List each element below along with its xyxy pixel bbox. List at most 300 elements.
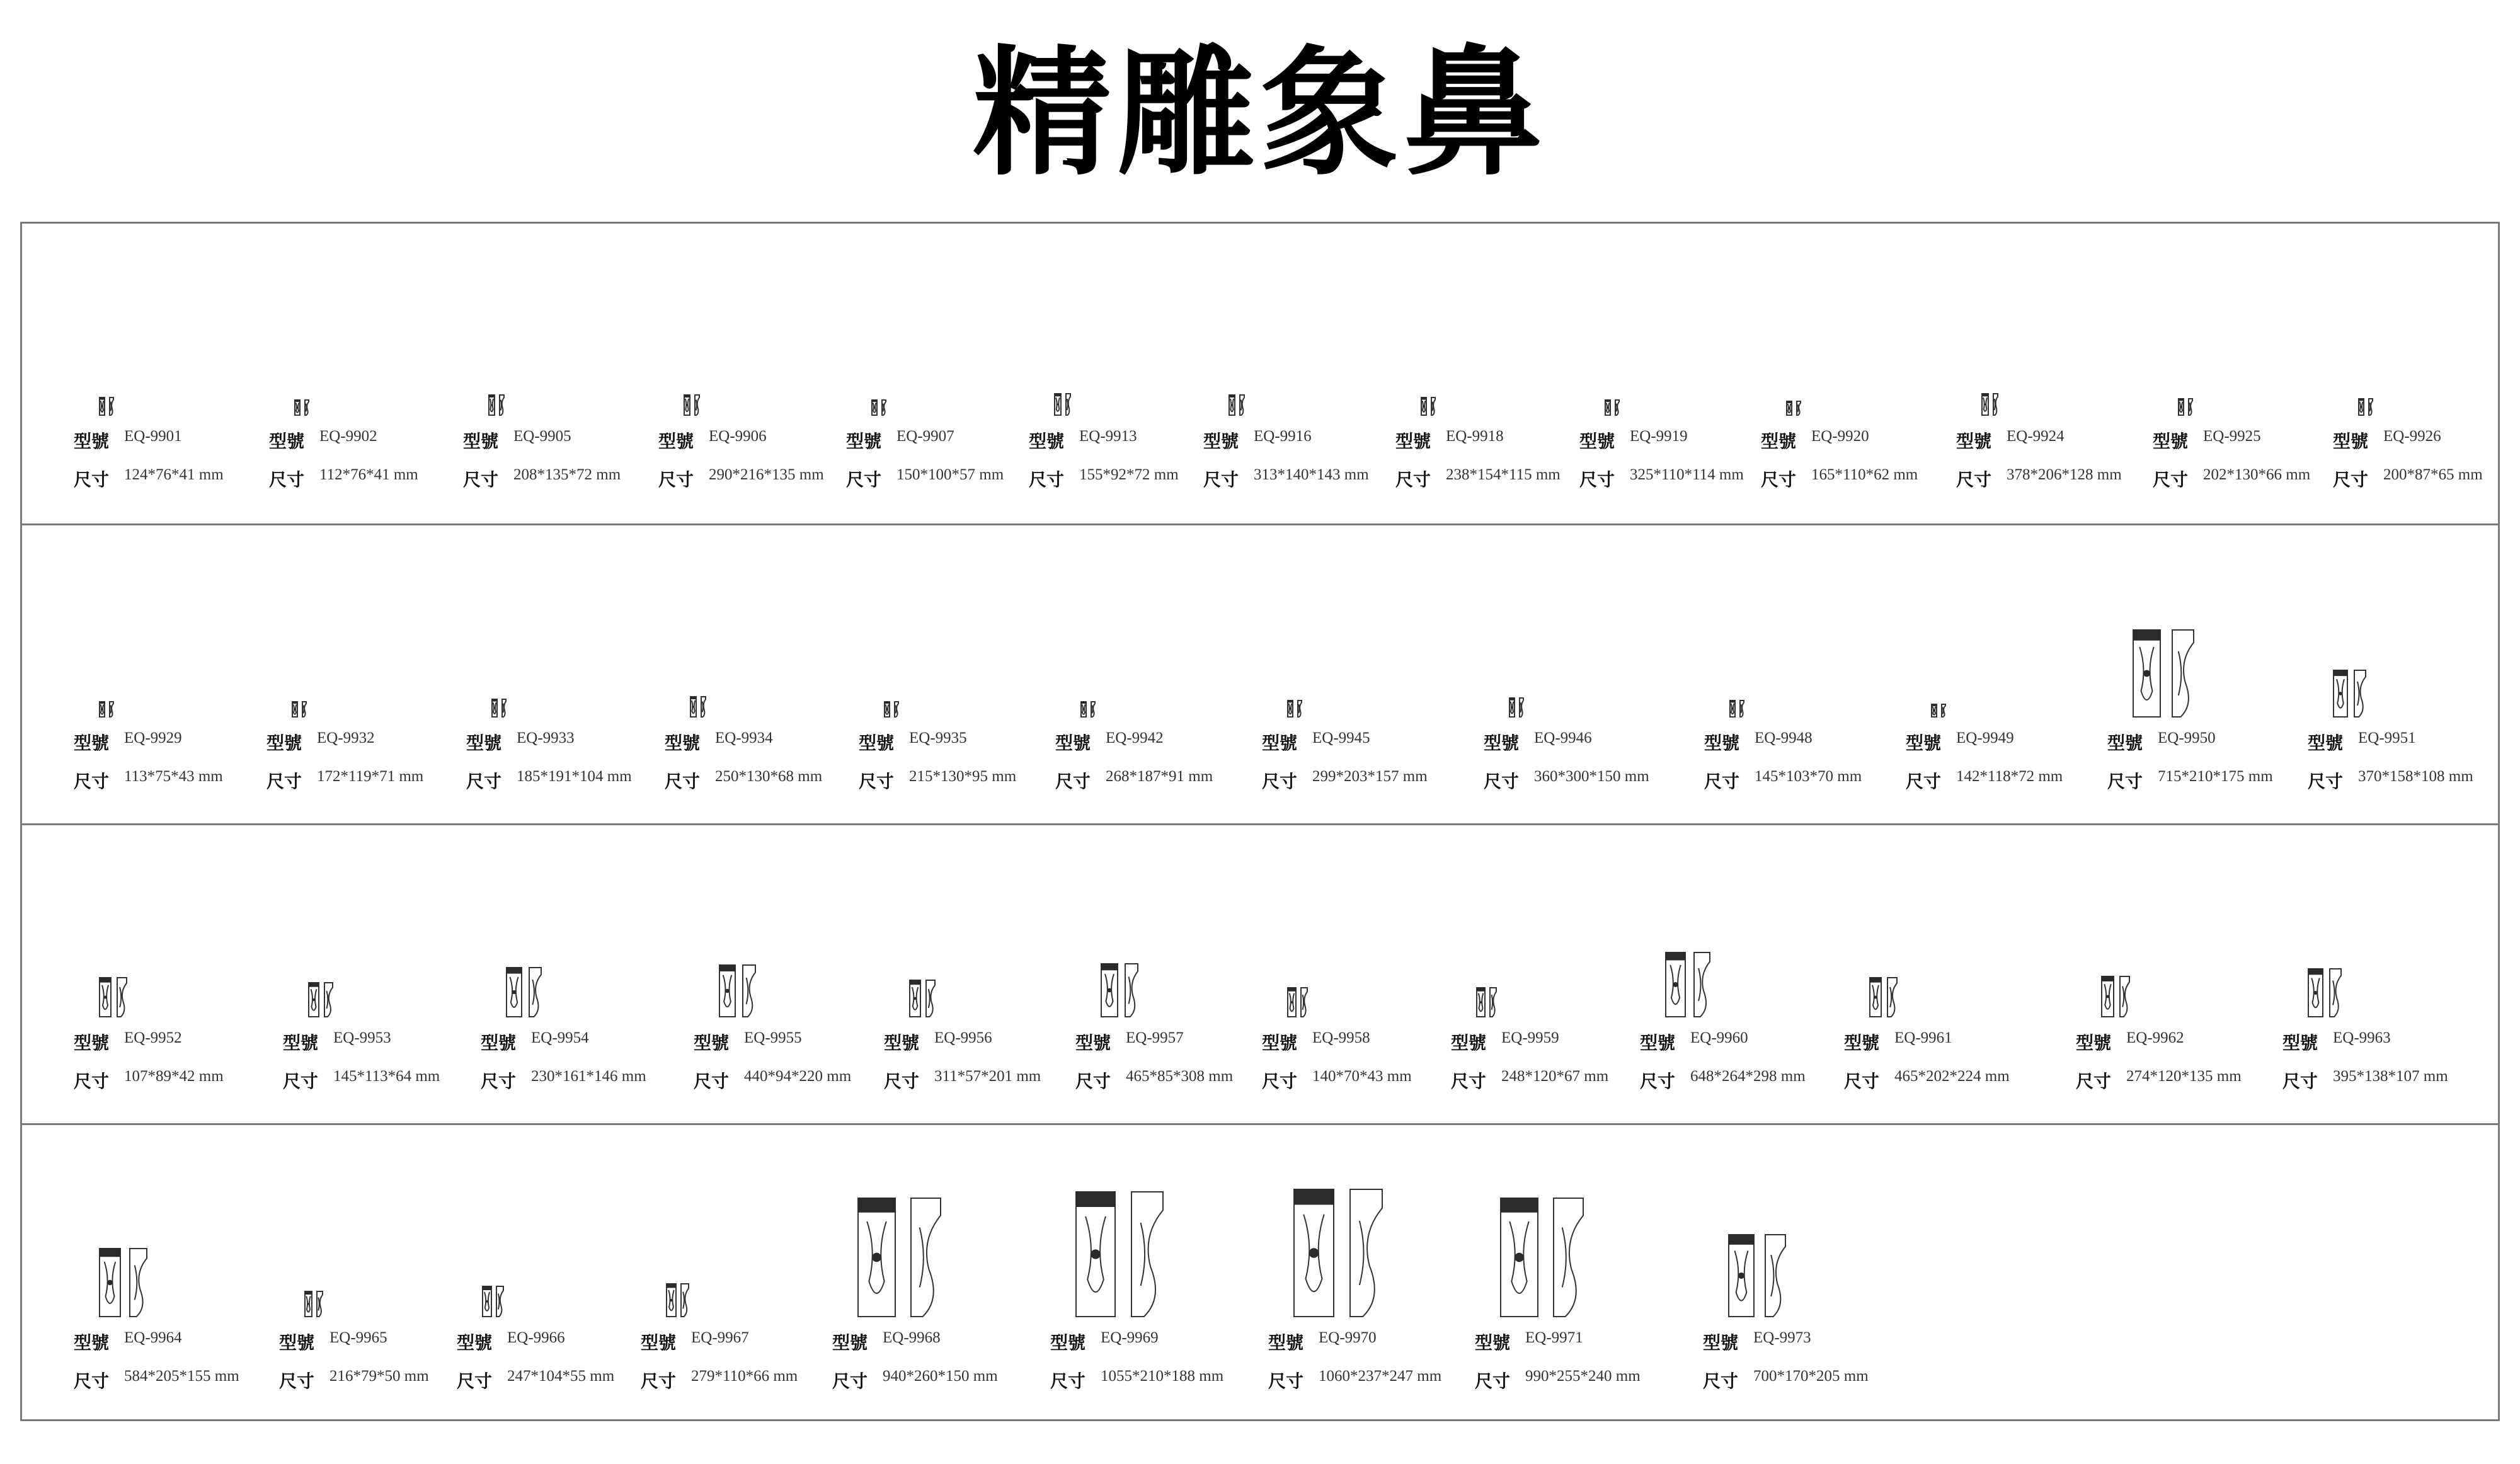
model-label: 型號 <box>846 431 882 452</box>
size-label: 尺寸 <box>481 1071 517 1092</box>
size-value: 395*138*107 mm <box>2333 1068 2448 1085</box>
model-number: EQ-9960 <box>1690 1029 1748 1046</box>
model-label: 型號 <box>1451 1032 1487 1053</box>
size-label: 尺寸 <box>2333 469 2369 490</box>
size-value: 142*118*72 mm <box>1956 768 2063 785</box>
size-label: 尺寸 <box>1956 469 1992 490</box>
model-label: 型號 <box>1262 733 1298 753</box>
corbel-drawing <box>99 701 114 718</box>
size-label: 尺寸 <box>694 1071 730 1092</box>
corbel-drawing <box>294 399 309 416</box>
corbel-front-view <box>1101 963 1118 1017</box>
catalog-item <box>74 318 263 507</box>
catalog-item <box>2076 920 2265 1109</box>
corbel-front-view <box>1293 1189 1334 1317</box>
model-label: 型號 <box>74 733 110 753</box>
corbel-front-view <box>1869 977 1882 1017</box>
catalog-sheet <box>20 222 2500 1421</box>
catalog-row-1 <box>22 224 2498 523</box>
size-value: 238*154*115 mm <box>1446 466 1561 483</box>
catalog-item <box>1451 920 1640 1109</box>
corbel-drawing <box>1500 1198 1584 1317</box>
size-value: 648*264*298 mm <box>1690 1068 1806 1085</box>
page-title: 精雕象鼻 <box>972 33 1547 194</box>
size-label: 尺寸 <box>859 771 895 792</box>
model-label: 型號 <box>457 1332 493 1353</box>
catalog-item <box>1704 620 1893 809</box>
size-label: 尺寸 <box>1640 1071 1676 1092</box>
size-label: 尺寸 <box>1906 771 1942 792</box>
corbel-front-view <box>1500 1198 1538 1317</box>
model-number: EQ-9924 <box>2007 428 2065 445</box>
size-value: 440*94*220 mm <box>744 1068 852 1085</box>
corbel-drawing <box>857 1198 941 1317</box>
model-number: EQ-9956 <box>934 1029 992 1046</box>
model-number: EQ-9951 <box>2358 729 2416 746</box>
corbel-side-view <box>1887 977 1898 1017</box>
model-number: EQ-9907 <box>896 428 954 445</box>
size-label: 尺寸 <box>1395 469 1431 490</box>
size-label: 尺寸 <box>1075 1071 1111 1092</box>
model-number: EQ-9969 <box>1101 1329 1159 1346</box>
model-number: EQ-9973 <box>1753 1329 1811 1346</box>
size-value: 584*205*155 mm <box>124 1368 239 1385</box>
size-value: 155*92*72 mm <box>1079 466 1179 483</box>
corbel-front-view <box>1476 987 1486 1017</box>
corbel-drawing <box>1293 1189 1383 1317</box>
corbel-front-view <box>2308 968 2323 1017</box>
model-number: EQ-9901 <box>124 428 182 445</box>
size-value: 325*110*114 mm <box>1630 466 1744 483</box>
corbel-side-view <box>1693 952 1710 1017</box>
size-label: 尺寸 <box>658 469 694 490</box>
catalog-item <box>2333 318 2520 507</box>
catalog-item <box>884 920 1073 1109</box>
catalog-item <box>1484 620 1673 809</box>
catalog-item <box>846 318 1035 507</box>
model-number: EQ-9962 <box>2126 1029 2184 1046</box>
corbel-drawing <box>1080 701 1096 718</box>
size-value: 279*110*66 mm <box>691 1368 798 1385</box>
corbel-side-view <box>129 1248 147 1317</box>
corbel-front-view <box>1075 1191 1116 1317</box>
size-value: 1060*237*247 mm <box>1319 1368 1442 1385</box>
size-label: 尺寸 <box>457 1371 493 1392</box>
corbel-front-view <box>2101 976 2114 1017</box>
size-value: 370*158*108 mm <box>2358 768 2473 785</box>
corbel-drawing <box>1981 393 1998 416</box>
model-label: 型號 <box>1268 1332 1304 1353</box>
corbel-side-view <box>680 1283 689 1317</box>
catalog-item <box>74 920 263 1109</box>
corbel-front-view <box>99 977 112 1017</box>
corbel-drawing <box>1509 697 1524 718</box>
corbel-side-view <box>529 967 542 1017</box>
corbel-drawing <box>1605 399 1620 416</box>
corbel-front-view <box>857 1198 896 1317</box>
catalog-item <box>1262 620 1451 809</box>
corbel-front-view <box>1509 697 1515 718</box>
corbel-drawing <box>308 982 333 1017</box>
size-label: 尺寸 <box>1761 469 1797 490</box>
corbel-drawing <box>1729 700 1744 718</box>
size-label: 尺寸 <box>884 1071 920 1092</box>
corbel-front-view <box>1080 701 1087 718</box>
size-label: 尺寸 <box>283 1071 319 1092</box>
size-value: 145*113*64 mm <box>333 1068 440 1085</box>
corbel-front-view <box>294 399 301 416</box>
model-label: 型號 <box>1844 1032 1880 1053</box>
corbel-drawing <box>1931 704 1946 718</box>
corbel-side-view <box>324 982 333 1017</box>
corbel-drawing <box>482 1286 504 1317</box>
corbel-front-view <box>684 394 690 416</box>
model-label: 型號 <box>859 733 895 753</box>
catalog-item <box>457 1220 646 1409</box>
model-label: 型號 <box>74 431 110 452</box>
size-label: 尺寸 <box>2153 469 2189 490</box>
catalog-item <box>279 1220 468 1409</box>
size-label: 尺寸 <box>1268 1371 1304 1392</box>
size-value: 140*70*43 mm <box>1312 1068 1412 1085</box>
catalog-item <box>1906 620 2095 809</box>
corbel-front-view <box>2133 629 2161 718</box>
size-label: 尺寸 <box>466 771 502 792</box>
corbel-drawing <box>2333 670 2366 718</box>
catalog-item <box>1203 318 1392 507</box>
model-number: EQ-9902 <box>319 428 377 445</box>
corbel-drawing <box>1869 977 1898 1017</box>
size-label: 尺寸 <box>2076 1071 2112 1092</box>
corbel-front-view <box>1605 399 1611 416</box>
size-label: 尺寸 <box>1262 1071 1298 1092</box>
corbel-drawing <box>1421 397 1436 416</box>
catalog-item <box>2282 920 2471 1109</box>
catalog-item <box>832 1220 1021 1409</box>
model-label: 型號 <box>658 431 694 452</box>
corbel-side-view <box>1765 1234 1786 1317</box>
size-label: 尺寸 <box>1451 1071 1487 1092</box>
size-value: 940*260*150 mm <box>883 1368 998 1385</box>
corbel-drawing <box>1101 963 1138 1017</box>
model-label: 型號 <box>2107 733 2143 753</box>
corbel-front-view <box>909 980 921 1017</box>
corbel-front-view <box>884 701 890 718</box>
catalog-item <box>1844 920 2033 1109</box>
model-label: 型號 <box>463 431 499 452</box>
model-label: 型號 <box>279 1332 315 1353</box>
size-label: 尺寸 <box>1475 1371 1511 1392</box>
model-number: EQ-9953 <box>333 1029 391 1046</box>
corbel-side-view <box>2119 976 2130 1017</box>
size-label: 尺寸 <box>1029 469 1065 490</box>
corbel-side-view <box>496 1286 504 1317</box>
size-label: 尺寸 <box>269 469 305 490</box>
size-value: 290*216*135 mm <box>709 466 824 483</box>
corbel-drawing <box>1476 987 1497 1017</box>
size-label: 尺寸 <box>279 1371 315 1392</box>
corbel-side-view <box>302 701 307 718</box>
model-label: 型號 <box>665 733 701 753</box>
size-value: 113*75*43 mm <box>124 768 223 785</box>
catalog-item <box>2308 620 2497 809</box>
corbel-drawing <box>99 1248 147 1317</box>
model-number: EQ-9926 <box>2383 428 2441 445</box>
size-value: 311*57*201 mm <box>934 1068 1041 1085</box>
size-label: 尺寸 <box>1704 771 1740 792</box>
size-label: 尺寸 <box>74 469 110 490</box>
corbel-side-view <box>1091 701 1096 718</box>
corbel-drawing <box>1786 401 1801 416</box>
catalog-row-2 <box>22 523 2498 823</box>
model-number: EQ-9970 <box>1319 1329 1377 1346</box>
catalog-item <box>74 1220 263 1409</box>
size-value: 274*120*135 mm <box>2126 1068 2242 1085</box>
size-value: 150*100*57 mm <box>896 466 1004 483</box>
model-number: EQ-9933 <box>517 729 575 746</box>
size-label: 尺寸 <box>266 771 302 792</box>
catalog-item <box>1761 318 1950 507</box>
model-label: 型號 <box>1484 733 1520 753</box>
size-value: 378*206*128 mm <box>2007 466 2122 483</box>
corbel-front-view <box>666 1283 677 1317</box>
size-value: 247*104*55 mm <box>507 1368 615 1385</box>
model-label: 型號 <box>1055 733 1091 753</box>
size-label: 尺寸 <box>665 771 701 792</box>
model-label: 型號 <box>1761 431 1797 452</box>
corbel-side-view <box>894 701 899 718</box>
catalog-item <box>1268 1220 1457 1409</box>
model-number: EQ-9934 <box>715 729 773 746</box>
catalog-item <box>1579 318 1768 507</box>
model-number: EQ-9963 <box>2333 1029 2391 1046</box>
catalog-item <box>1075 920 1264 1109</box>
size-label: 尺寸 <box>2308 771 2344 792</box>
size-value: 990*255*240 mm <box>1525 1368 1641 1385</box>
catalog-item <box>269 318 458 507</box>
size-label: 尺寸 <box>1484 771 1520 792</box>
size-value: 700*170*205 mm <box>1753 1368 1869 1385</box>
model-number: EQ-9919 <box>1630 428 1688 445</box>
corbel-drawing <box>1665 952 1710 1017</box>
corbel-side-view <box>1297 700 1302 718</box>
catalog-item <box>1640 920 1829 1109</box>
model-label: 型號 <box>2076 1032 2112 1053</box>
model-label: 型號 <box>2153 431 2189 452</box>
model-number: EQ-9916 <box>1254 428 1312 445</box>
size-value: 299*203*157 mm <box>1312 768 1428 785</box>
corbel-side-view <box>304 399 309 416</box>
corbel-side-view <box>1941 704 1946 718</box>
size-value: 360*300*150 mm <box>1534 768 1649 785</box>
model-label: 型號 <box>2308 733 2344 753</box>
catalog-row-3 <box>22 823 2498 1123</box>
corbel-front-view <box>2333 670 2348 718</box>
catalog-item <box>1050 1220 1239 1409</box>
corbel-side-view <box>881 399 886 416</box>
size-label: 尺寸 <box>1703 1371 1739 1392</box>
size-value: 124*76*41 mm <box>124 466 224 483</box>
size-value: 185*191*104 mm <box>517 768 632 785</box>
size-label: 尺寸 <box>463 469 499 490</box>
size-value: 465*85*308 mm <box>1126 1068 1234 1085</box>
corbel-front-view <box>1287 700 1293 718</box>
catalog-item <box>1703 1220 1892 1409</box>
size-label: 尺寸 <box>1055 771 1091 792</box>
size-label: 尺寸 <box>2282 1071 2318 1092</box>
catalog-item <box>2153 318 2342 507</box>
corbel-front-view <box>506 967 522 1017</box>
size-value: 215*130*95 mm <box>909 768 1017 785</box>
model-number: EQ-9913 <box>1079 428 1137 445</box>
model-number: EQ-9920 <box>1811 428 1869 445</box>
size-label: 尺寸 <box>1203 469 1239 490</box>
model-number: EQ-9905 <box>513 428 571 445</box>
corbel-side-view <box>2172 629 2194 718</box>
catalog-row-4 <box>22 1123 2498 1423</box>
corbel-drawing <box>871 399 886 416</box>
catalog-item <box>266 620 455 809</box>
corbel-side-view <box>1065 393 1071 416</box>
corbel-drawing <box>1287 700 1302 718</box>
corbel-front-view <box>292 701 298 718</box>
corbel-front-view <box>1981 393 1989 416</box>
corbel-side-view <box>2354 670 2366 718</box>
corbel-drawing <box>506 967 542 1017</box>
model-number: EQ-9918 <box>1446 428 1504 445</box>
catalog-item <box>859 620 1048 809</box>
corbel-front-view <box>1228 394 1235 416</box>
corbel-drawing <box>99 977 127 1017</box>
corbel-drawing <box>99 397 114 416</box>
model-number: EQ-9925 <box>2203 428 2261 445</box>
model-number: EQ-9961 <box>1894 1029 1952 1046</box>
corbel-front-view <box>304 1291 312 1317</box>
size-label: 尺寸 <box>74 771 110 792</box>
corbel-side-view <box>742 964 756 1017</box>
corbel-side-view <box>1796 401 1801 416</box>
size-value: 465*202*224 mm <box>1894 1068 2010 1085</box>
size-value: 216*79*50 mm <box>329 1368 429 1385</box>
corbel-drawing <box>2358 398 2373 416</box>
corbel-side-view <box>109 701 114 718</box>
model-number: EQ-9959 <box>1501 1029 1559 1046</box>
model-number: EQ-9932 <box>317 729 375 746</box>
corbel-front-view <box>1728 1234 1755 1317</box>
corbel-side-view <box>1349 1189 1383 1317</box>
size-value: 202*130*66 mm <box>2203 466 2311 483</box>
size-value: 268*187*91 mm <box>1106 768 1213 785</box>
catalog-item <box>74 620 263 809</box>
corbel-side-view <box>1739 700 1744 718</box>
model-label: 型號 <box>1579 431 1615 452</box>
corbel-front-view <box>871 399 878 416</box>
model-label: 型號 <box>641 1332 677 1353</box>
catalog-item <box>463 318 652 507</box>
catalog-item <box>1956 318 2145 507</box>
size-label: 尺寸 <box>1050 1371 1086 1392</box>
size-value: 165*110*62 mm <box>1811 466 1918 483</box>
model-label: 型號 <box>884 1032 920 1053</box>
model-number: EQ-9952 <box>124 1029 182 1046</box>
catalog-item <box>694 920 883 1109</box>
corbel-front-view <box>1287 987 1297 1017</box>
model-number: EQ-9929 <box>124 729 182 746</box>
corbel-front-view <box>491 699 498 718</box>
catalog-item <box>283 920 472 1109</box>
size-value: 107*89*42 mm <box>124 1068 224 1085</box>
corbel-side-view <box>1615 399 1620 416</box>
corbel-front-view <box>1665 952 1686 1017</box>
corbel-side-view <box>1239 394 1245 416</box>
catalog-item <box>466 620 655 809</box>
corbel-front-view <box>1054 393 1062 416</box>
size-label: 尺寸 <box>1844 1071 1880 1092</box>
model-label: 型號 <box>1956 431 1992 452</box>
catalog-item <box>1055 620 1244 809</box>
catalog-item <box>481 920 670 1109</box>
model-label: 型號 <box>269 431 305 452</box>
catalog-item <box>1262 920 1451 1109</box>
model-label: 型號 <box>1029 431 1065 452</box>
corbel-side-view <box>694 394 700 416</box>
corbel-drawing <box>1228 394 1245 416</box>
model-label: 型號 <box>1075 1032 1111 1053</box>
corbel-side-view <box>117 977 127 1017</box>
model-number: EQ-9966 <box>507 1329 565 1346</box>
model-number: EQ-9954 <box>531 1029 589 1046</box>
size-value: 715*210*175 mm <box>2158 768 2273 785</box>
corbel-drawing <box>304 1291 323 1317</box>
model-label: 型號 <box>1203 431 1239 452</box>
corbel-front-view <box>690 696 697 718</box>
corbel-side-view <box>2329 968 2342 1017</box>
model-number: EQ-9948 <box>1755 729 1813 746</box>
corbel-side-view <box>925 980 936 1017</box>
size-label: 尺寸 <box>2107 771 2143 792</box>
model-label: 型號 <box>1050 1332 1086 1353</box>
corbel-drawing <box>666 1283 689 1317</box>
corbel-drawing <box>2308 968 2342 1017</box>
corbel-side-view <box>1993 393 1998 416</box>
corbel-front-view <box>1421 397 1427 416</box>
corbel-side-view <box>701 696 706 718</box>
corbel-side-view <box>1125 963 1138 1017</box>
catalog-item <box>1029 318 1218 507</box>
model-label: 型號 <box>1475 1332 1511 1353</box>
model-label: 型號 <box>1262 1032 1298 1053</box>
size-value: 172*119*71 mm <box>317 768 424 785</box>
corbel-front-view <box>1729 700 1736 718</box>
corbel-side-view <box>1553 1198 1584 1317</box>
corbel-drawing <box>719 964 756 1017</box>
corbel-drawing <box>488 394 505 416</box>
model-number: EQ-9949 <box>1956 729 2014 746</box>
size-value: 208*135*72 mm <box>513 466 621 483</box>
model-label: 型號 <box>1640 1032 1676 1053</box>
model-label: 型號 <box>481 1032 517 1053</box>
size-label: 尺寸 <box>74 1371 110 1392</box>
model-number: EQ-9906 <box>709 428 767 445</box>
model-number: EQ-9964 <box>124 1329 182 1346</box>
size-value: 145*103*70 mm <box>1755 768 1862 785</box>
corbel-front-view <box>99 701 105 718</box>
model-label: 型號 <box>1395 431 1431 452</box>
corbel-drawing <box>1054 393 1071 416</box>
corbel-front-view <box>719 964 736 1017</box>
corbel-drawing <box>491 699 507 718</box>
model-number: EQ-9957 <box>1126 1029 1184 1046</box>
